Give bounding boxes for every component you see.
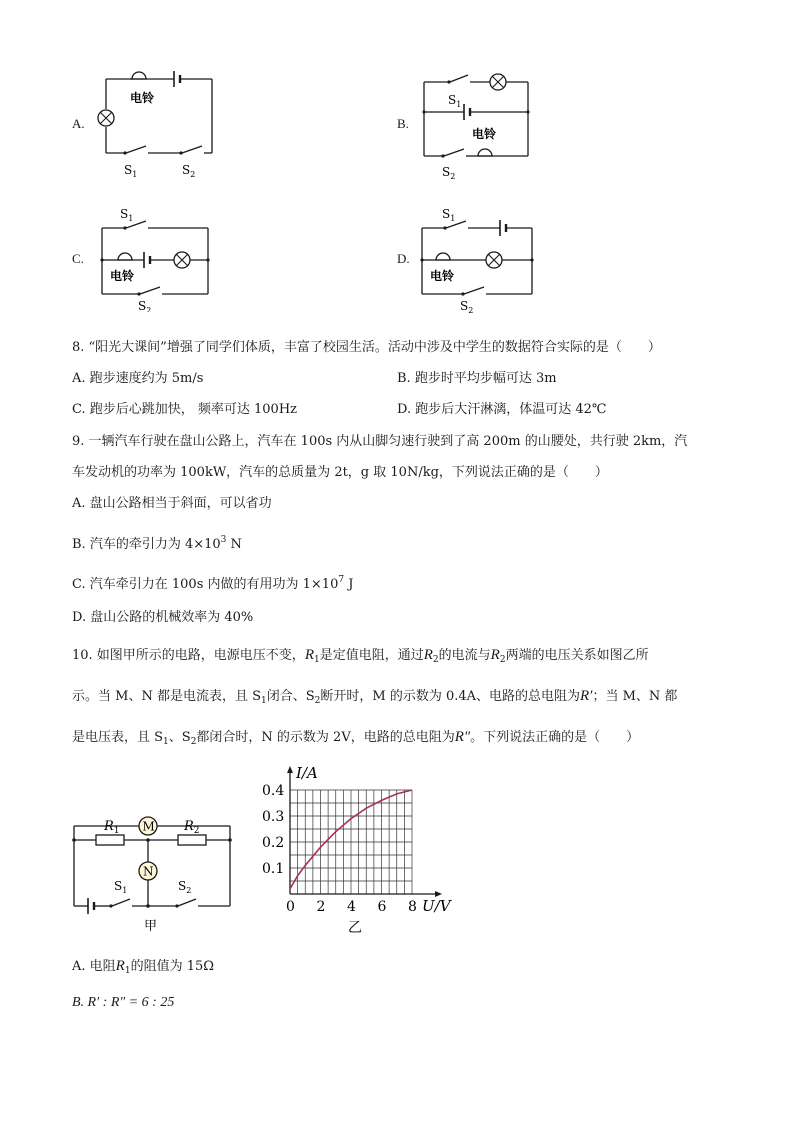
q7-circuit-a [92,66,222,182]
q10-option-a: A. 电阻$R_1$的阻值为 15Ω [72,958,215,976]
q10-chart-yi [256,760,456,938]
chart-caption: 乙 [348,920,362,936]
q7-option-b-label: B. [397,116,409,131]
svg-text:电铃: 电铃 [430,269,455,283]
q9-option-a: A. 盘山公路相当于斜面，可以省功 [72,496,272,511]
q9-option-b: B. 汽车的牵引力为 $4\times 10^3$ N [72,535,242,552]
q9-stem-line2: 车发动机的功率为 100kW，汽车的总质量为 2t，g 取 10N/kg，下列说法正确的是（ ） [72,465,608,480]
q10-circuit-jia [66,810,240,938]
svg-text:电铃: 电铃 [130,91,155,105]
q8-option-d: D. 跑步后大汗淋漓，体温可达 42℃ [397,402,607,417]
y-tick-label: 0.3 [262,809,285,825]
x-tick-label: 4 [347,899,356,915]
q7-circuit-b [414,66,544,184]
q7-option-c-label: C. [72,251,84,266]
svg-text:S2: $S_2$ [442,165,456,181]
svg-text:电铃: 电铃 [110,269,135,283]
y-tick-label: 0.1 [262,861,285,877]
svg-text:M: M [142,819,155,834]
y-axis-label: I/A [296,764,318,782]
q8-stem: 8. “阳光大课间”增强了同学们体质，丰富了校园生活。活动中涉及中学生的数据符合实际的是（ ） [72,340,661,355]
svg-text:S1: $S_1$ [114,879,128,895]
q9-option-d: D. 盘山公路的机械效率为 40% [72,610,254,625]
x-tick-label: 2 [316,899,326,915]
q7-option-d-label: D. [397,251,410,266]
x-tick-label: 8 [408,899,417,915]
svg-text:S2: $S_2$ [138,299,152,312]
q7-circuit-d [414,204,542,314]
x-tick-label: 0 [286,899,295,915]
q9-stem-line1: 9. 一辆汽车行驶在盘山公路上，汽车在 100s 内从山脚匀速行驶到了高 200m 的山腰处，共行驶 2km，汽 [72,434,688,449]
y-tick-label: 0.4 [262,783,285,799]
q10-stem-line1: 10. 如图甲所示的电路，电源电压不变，$R_1$是定值电阻，通过$R_2$的电流与$R_2$两端的电压关系如图乙所 [72,647,649,665]
q10-option-b: B. R′ : R″ = 6 : 25 [72,995,175,1010]
q8-option-b: B. 跑步时平均步幅可达 3m [397,371,557,386]
y-tick-label: 0.2 [262,835,285,851]
svg-text:S1: $S_1$ [442,207,456,223]
svg-text:甲: 甲 [144,919,158,934]
q8-option-a: A. 跑步速度约为 5m/s [72,371,204,386]
svg-text:S2: $S_2$ [460,299,474,314]
q8-option-c: C. 跑步后心跳加快， 频率可达 100Hz [72,402,298,417]
svg-text:S1: $S_1$ [124,163,138,179]
q10-stem-line3: 是电压表，且 $S_1$、$S_2$都闭合时，N 的示数为 2V，电路的总电阻为R″。下列说法正确的是（ ） [72,729,640,747]
x-axis-label: U/V [422,897,451,915]
svg-text:S2: $S_2$ [178,879,192,895]
x-tick-label: 6 [377,899,387,915]
svg-text:N: N [143,864,154,879]
q9-option-c: C. 汽车牵引力在 100s 内做的有用功为 $1\times 10^7$ J [72,575,354,592]
svg-text:S1: $S_1$ [120,207,134,223]
y-axis-arrow [287,766,293,773]
svg-text:S2: $S_2$ [182,163,196,179]
q7-option-a-label: A. [72,116,85,131]
q10-stem-line2: 示。当 M、N 都是电流表，且 $S_1$闭合、$S_2$断开时，M 的示数为 0.4A、电路的总电阻为R′；当 M、N 都 [72,688,678,706]
svg-text:R1: $R_1$ [104,819,120,836]
svg-text:R2: $R_2$ [184,819,200,836]
q7-circuit-c [94,204,218,312]
svg-text:S1: $S_1$ [448,93,462,109]
svg-text:电铃: 电铃 [472,127,497,141]
